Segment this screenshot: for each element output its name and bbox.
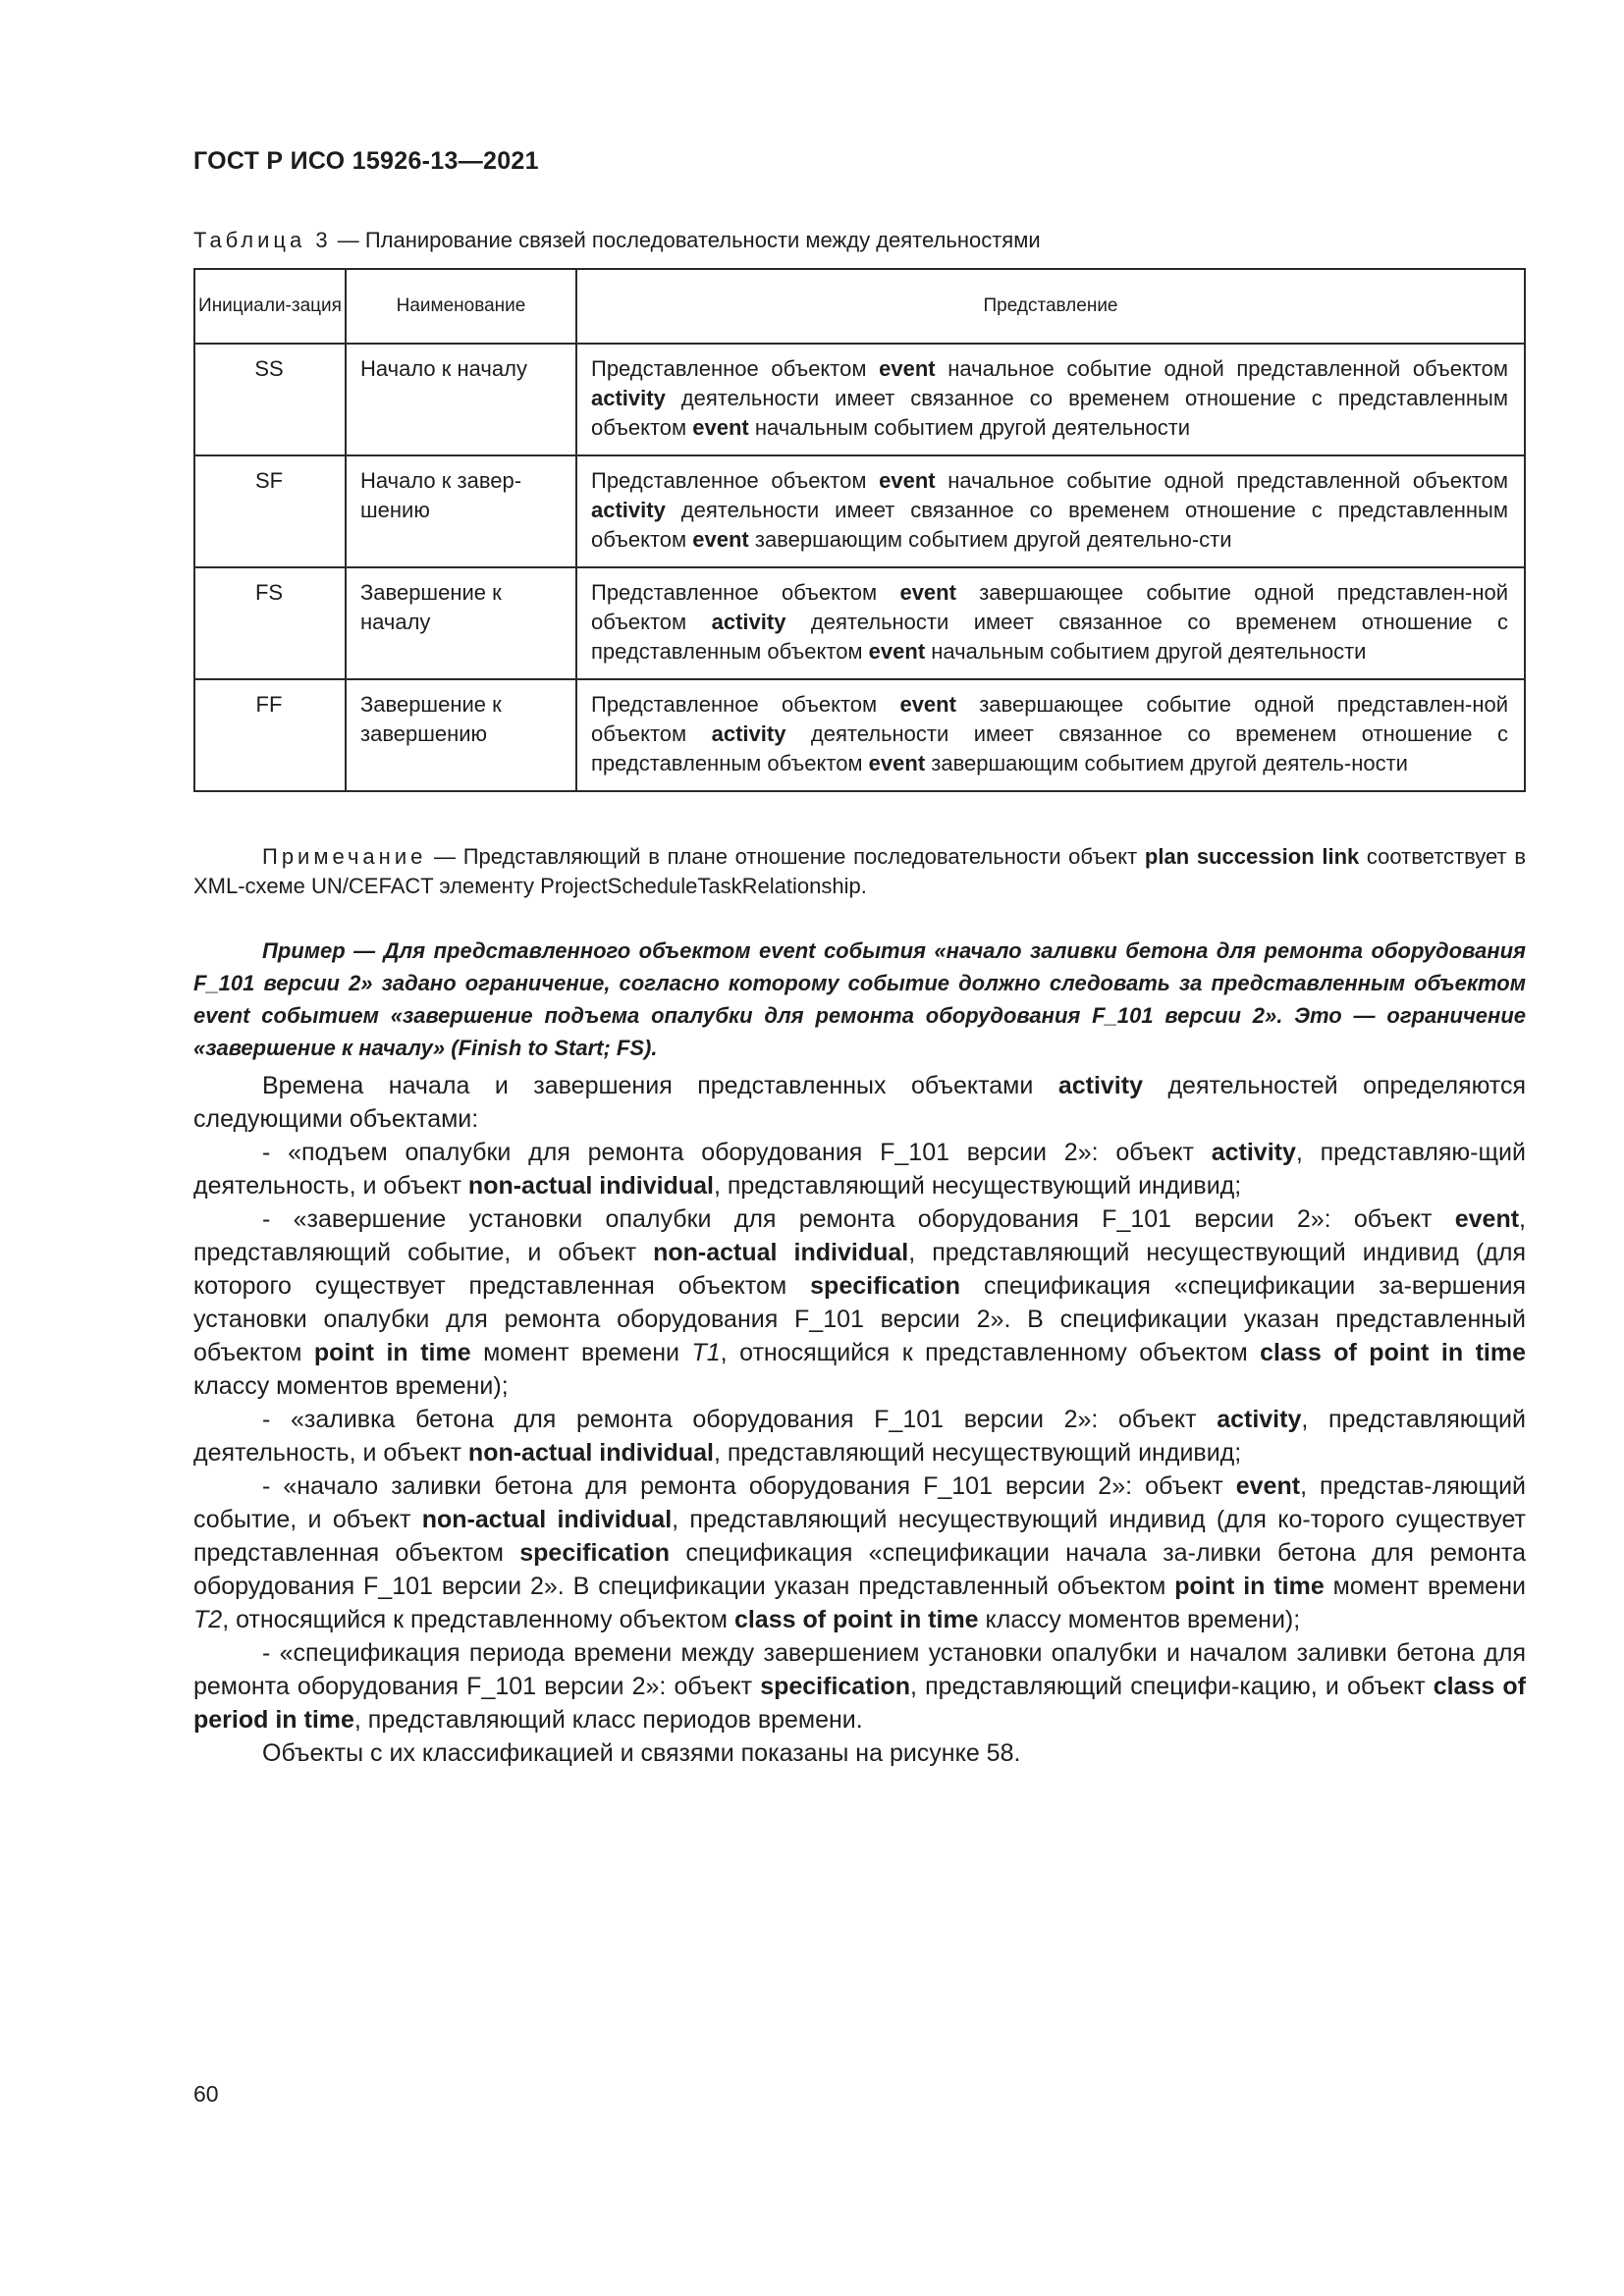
column-header-code: Инициали-зация — [194, 269, 346, 344]
succession-table — [193, 268, 1526, 792]
row-code: SS — [194, 344, 346, 455]
list-item: - «начало заливки бетона для ремонта оборудования F_101 версии 2»: объект event, представ-ляющий событие, и объект non-actual individual, представляющий несуществующий индивид (для ко-торого существует представленная объектом specification спецификация «спецификации начала за-ливки бетона для ремонта оборудования F_101 версии 2». В спецификации указан представленный объектом point in time момент времени T2, относящийся к представленному объектом class of point in time классу моментов времени); — [193, 1472, 1526, 1633]
table-row — [194, 679, 1525, 791]
table-header-row — [194, 269, 1525, 344]
table-row — [194, 567, 1525, 679]
column-header-name: Наименование — [346, 269, 576, 344]
row-description: Представленное объектом event завершающее событие одной представлен-ной объектом activity деятельности имеет связанное со временем отношение с представленным объектом event начальным событием другой деятельности — [576, 567, 1525, 679]
row-name: Завершение к началу — [346, 567, 576, 679]
paragraph: Времена начала и завершения представленных объектами activity деятельностей определяются следующими объектами: — [193, 1072, 1526, 1133]
example-paragraph: Пример — Для представленного объектом event события «начало заливки бетона для ремонта оборудования F_101 версии 2» задано ограничение, согласно которому событие должно следовать за представленным объектом event событием «завершение подъема опалубки для ремонта оборудования F_101 версии 2». Это — ограничение «завершение к началу» (Finish to Start; FS). — [193, 938, 1526, 1060]
column-header-representation: Представление — [576, 269, 1525, 344]
list-item: - «заливка бетона для ремонта оборудования F_101 версии 2»: объект activity, представляющий деятельность, и объект non-actual individual, представляющий несуществующий индивид; — [193, 1406, 1526, 1467]
row-description: Представленное объектом event начальное событие одной представленной объектом activity деятельности имеет связанное со временем отношение с представленным объектом event завершающим событием другой деятельно-сти — [576, 455, 1525, 567]
paragraph: Объекты с их классификацией и связями показаны на рисунке 58. — [262, 1739, 1021, 1767]
table-note: Примечание — Представляющий в плане отношение последовательности объект plan succession link соответствует в XML-схеме UN/CEFACT элементу ProjectScheduleTaskRelationship. — [193, 844, 1527, 898]
table-caption — [193, 228, 1041, 253]
row-name: Начало к завер-шению — [346, 455, 576, 567]
row-code: FS — [194, 567, 346, 679]
list-item: - «подъем опалубки для ремонта оборудования F_101 версии 2»: объект activity, представляю-щий деятельность, и объект non-actual individual, представляющий несуществующий индивид; — [193, 1139, 1526, 1200]
row-name: Завершение к завершению — [346, 679, 576, 791]
t2-symbol: T2 — [193, 1606, 223, 1633]
note-label: Примечание — [262, 844, 427, 869]
page-number: 60 — [193, 2081, 219, 2107]
row-name: Начало к началу — [346, 344, 576, 455]
body-text — [193, 1069, 1526, 1770]
t1-symbol: T1 — [691, 1339, 721, 1366]
list-item: - «завершение установки опалубки для ремонта оборудования F_101 версии 2»: объект event, представляющий событие, и объект non-actual individual, представляющий несуществующий индивид (для которого существует представленная объектом specification спецификация «спецификации за-вершения установки опалубки для ремонта оборудования F_101 версии 2». В спецификации указан представленный объектом point in time момент времени T1, относящийся к представленному объектом class of point in time классу моментов времени); — [193, 1205, 1527, 1400]
table-row — [194, 344, 1525, 455]
row-description: Представленное объектом event начальное событие одной представленной объектом activity деятельности имеет связанное со временем отношение с представленным объектом event начальным событием другой деятельности — [576, 344, 1525, 455]
table-row — [194, 455, 1525, 567]
row-code: FF — [194, 679, 346, 791]
table-caption-text: — Планирование связей последовательности между деятельностями — [331, 228, 1041, 252]
list-item: - «спецификация периода времени между завершением установки опалубки и началом заливки бетона для ремонта оборудования F_101 версии 2»: объект specification, представляющий специфи-кацию, и объект class of period in time, представляющий класс периодов времени. — [193, 1639, 1526, 1734]
document-header: ГОСТ Р ИСО 15926-13—2021 — [193, 147, 539, 175]
table-caption-label: Таблица 3 — [193, 228, 332, 252]
row-code: SF — [194, 455, 346, 567]
row-description: Представленное объектом event завершающее событие одной представлен-ной объектом activity деятельности имеет связанное со временем отношение с представленным объектом event завершающим событием другой деятель-ности — [576, 679, 1525, 791]
